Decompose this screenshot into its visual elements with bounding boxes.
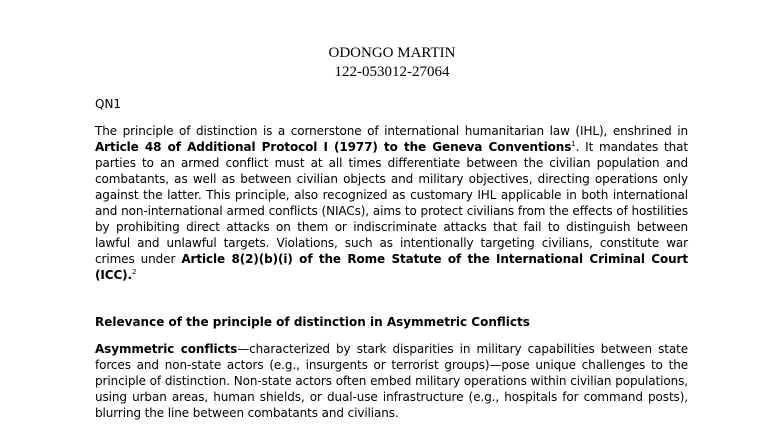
p2-term: Asymmetric conflicts	[95, 342, 238, 356]
document-header	[0, 44, 784, 82]
question-label: QN1	[95, 97, 122, 111]
p1-text-1: The principle of distinction is a cornerstone of international humanitarian law (IHL), enshrined in	[95, 124, 688, 138]
section-heading: Relevance of the principle of distinction in Asymmetric Conflicts	[95, 315, 530, 329]
footnote-ref-1: 1	[571, 140, 576, 148]
footnote-ref-2: 2	[132, 268, 137, 276]
p1-rome-statute: Article 8(2)(b)(i) of the Rome Statute of the International Criminal Court (ICC).	[95, 252, 688, 282]
paragraph-asymmetric	[95, 341, 688, 421]
author-name: ODONGO MARTIN	[328, 45, 456, 61]
p1-article-48: Article 48 of Additional Protocol I (1977) to the Geneva Conventions	[95, 140, 572, 154]
p1-text-2: . It mandates that parties to an armed conflict must at all times differentiate between the civilian population and combatants, as well as between civilian objects and military objectives, directing operations only against the latter. This principle, also recognized as customary IHL applicable in both international and non-international armed conflicts (NIACs), aims to protect civilians from the effects of hostilities by prohibiting direct attacks on them or indiscriminate attacks that fail to distinguish between lawful and unlawful targets. Violations, such as intentionally targeting civilians, constitute war crimes under	[95, 140, 688, 266]
student-id: 122-053012-27064	[334, 64, 450, 80]
paragraph-distinction	[95, 123, 688, 283]
p2-text: —characterized by stark disparities in military capabilities between state forces and non-state actors (e.g., insurgents or terrorist groups)—pose unique challenges to the principle of distinction. Non-state actors often embed military operations within civilian populations, using urban areas, human shields, or dual-use infrastructure (e.g., hospitals for command posts), blurring the line between combatants and civilians.	[95, 342, 688, 420]
